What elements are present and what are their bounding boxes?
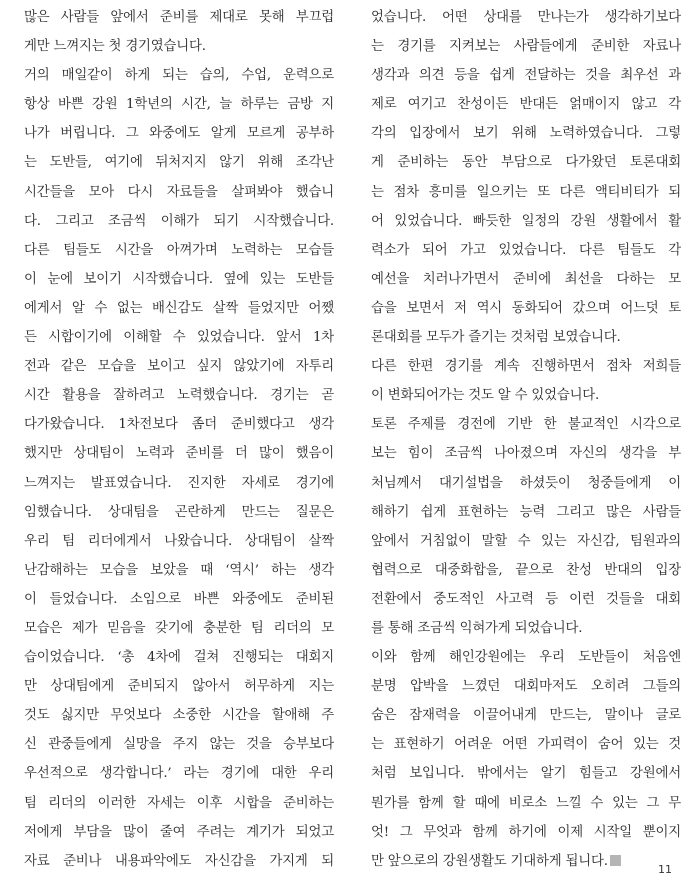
right-column (371, 3, 681, 876)
text-line: 만 상대팀에게 준비되지 않아서 허무하게 지는 (24, 679, 334, 695)
text-line: 이 변화되어가는 것도 알 수 있었습니다. (371, 388, 600, 404)
end-mark-icon (610, 855, 621, 866)
text-line: 항상 바쁜 강원 1학년의 시간, 늘 하루는 금방 지 (24, 97, 334, 113)
text-line: 임했습니다. 상대팀을 곤란하게 만드는 질문은 (24, 504, 334, 520)
text-line: 숨은 잠재력을 이끌어내게 만드는, 말이나 글로 (371, 708, 681, 724)
text-line: 게 준비하는 동안 부담으로 다가왔던 토론대회 (371, 155, 681, 171)
text-line: 앞에서 거침없이 말할 수 있는 자신감, 팀원과의 (371, 533, 681, 549)
text-line: 보는 힘이 조금씩 나아졌으며 자신의 생각을 부 (371, 446, 681, 462)
text-line: 우리 팀 리더에게서 나왔습니다. 상대팀이 살짝 (24, 533, 334, 549)
text-line: 력소가 되어 가고 있었습니다. 다른 팀들도 각 (371, 242, 681, 258)
text-line: 각의 입장에서 보기 위해 노력하였습니다. 그렇 (371, 126, 681, 142)
text-line: 나가 버립니다. 그 와중에도 알게 모르게 공부하 (24, 126, 334, 142)
text-line: 많은 사람들 앞에서 준비를 제대로 못해 부끄럽 (24, 10, 334, 25)
text-line: 는 경기를 지켜보는 사람들에게 준비한 자료나 (371, 39, 681, 55)
text-line: 게만 느껴지는 첫 경기였습니다. (24, 39, 206, 55)
text-line: 처님께서 대기설법을 하셨듯이 청중들에게 이 (371, 475, 681, 491)
text-line: 저에게 부담을 많이 줄여 주려는 계기가 되었고 (24, 824, 334, 840)
text-line: 해하기 쉽게 표현하는 능력 그리고 많은 사람들 (371, 504, 681, 520)
text-line: 생각과 의견 등을 쉽게 전달하는 것을 최우선 과 (371, 68, 681, 84)
text-line: 에게서 알 수 없는 배신감도 살짝 들었지만 어쨌 (24, 300, 334, 316)
text-line: 다른 한편 경기를 계속 진행하면서 점차 저희들 (371, 359, 681, 375)
text-line: 만 앞으로의 강원생활도 기대하게 됩니다. (371, 853, 608, 869)
text-line: 거의 매일같이 하게 되는 습의, 수업, 운력으로 (24, 68, 334, 84)
text-line: 다가왔습니다. 1차전보다 좀더 준비했다고 생각 (24, 417, 334, 433)
last-line (371, 847, 681, 876)
text-line: 협력으로 대중화합을, 끝으로 찬성 반대의 입장 (371, 562, 681, 578)
text-line: 습을 보면서 저 역시 동화되어 갔으며 어느덧 토 (371, 300, 681, 316)
text-line: 를 통해 조금씩 익혀가게 되었습니다. (371, 620, 583, 636)
text-line: 전환에서 중도적인 사고력 등 이런 것들을 대회 (371, 591, 681, 607)
text-line: 자료 준비나 내용파악에도 자신감을 가지게 되 (24, 853, 334, 869)
text-line: 는 점차 흥미를 일으키는 또 다른 액티비티가 되 (371, 184, 681, 200)
text-line: 론대회를 모두가 즐기는 것처럼 보였습니다. (371, 330, 621, 346)
text-line: 든 시합이기에 이해할 수 있었습니다. 앞서 1차 (24, 330, 334, 346)
text-line: 예선을 치러나가면서 준비에 최선을 다하는 모 (371, 271, 681, 287)
text-line: 제로 여기고 찬성이든 반대든 얽매이지 않고 각 (371, 97, 681, 113)
text-line: 우선적으로 생각합니다.’ 라는 경기에 대한 우리 (24, 766, 334, 782)
text-line: 습이었습니다. ‘총 4차에 걸쳐 진행되는 대회지 (24, 650, 334, 666)
text-line: 전과 같은 모습을 보이고 싶지 않았기에 자투리 (24, 359, 334, 375)
text-line: 이 눈에 보이기 시작했습니다. 옆에 있는 도반들 (24, 271, 334, 287)
text-line: 했지만 상대팀이 노력과 준비를 더 많이 했음이 (24, 446, 334, 462)
text-line: 다. 그리고 조금씩 이해가 되기 시작했습니다. (24, 213, 334, 229)
text-line: 분명 압박을 느꼈던 대회마저도 오히려 그들의 (371, 679, 681, 695)
page-number: 11 (658, 863, 672, 876)
text-line: 신 관중들에게 실망을 주지 않는 것을 승부보다 (24, 737, 334, 753)
text-line: 이와 함께 해인강원에는 우리 도반들이 처음엔 (371, 650, 681, 666)
text-line: 는 표현하기 어려운 어떤 가피력이 숨어 있는 것 (371, 737, 681, 753)
text-line: 것도 싫지만 무엇보다 소중한 시간을 할애해 주 (24, 708, 334, 724)
text-line: 시간 활용을 잘하려고 노력했습니다. 경기는 곧 (24, 388, 334, 404)
text-line: 모습은 제가 믿음을 갖기에 충분한 팀 리더의 모 (24, 620, 334, 636)
text-line: 느껴지는 발표였습니다. 진지한 자세로 경기에 (24, 475, 334, 491)
text-line: 었습니다. 어떤 상대를 만나는가 생각하기보다 (371, 10, 681, 25)
text-line: 뭔가를 함께 할 때에 비로소 느낄 수 있는 그 무 (371, 795, 681, 811)
text-line: 어 있었습니다. 빠듯한 일정의 강원 생활에서 활 (371, 213, 681, 229)
text-line: 팀 리더의 이러한 자세는 이후 시합을 준비하는 (24, 795, 334, 811)
text-line: 엇! 그 무엇과 함께 하기에 이제 시작일 뿐이지 (371, 824, 681, 840)
text-line: 난감해하는 모습을 보았을 때 ‘역시’ 하는 생각 (24, 562, 334, 578)
left-column (24, 3, 334, 876)
text-line: 다른 팀들도 시간을 아껴가며 노력하는 모습들 (24, 242, 334, 258)
text-line: 이 들었습니다. 소임으로 바쁜 와중에도 준비된 (24, 591, 334, 607)
text-line: 시간들을 모아 다시 자료들을 살펴봐야 했습니 (24, 184, 334, 200)
text-line: 는 도반들, 여기에 뒤처지지 않기 위해 조각난 (24, 155, 334, 171)
text-line: 토론 주제를 경전에 기반 한 불교적인 시각으로 (371, 417, 681, 433)
text-line: 처럼 보입니다. 밖에서는 알기 힘들고 강원에서 (371, 766, 681, 782)
